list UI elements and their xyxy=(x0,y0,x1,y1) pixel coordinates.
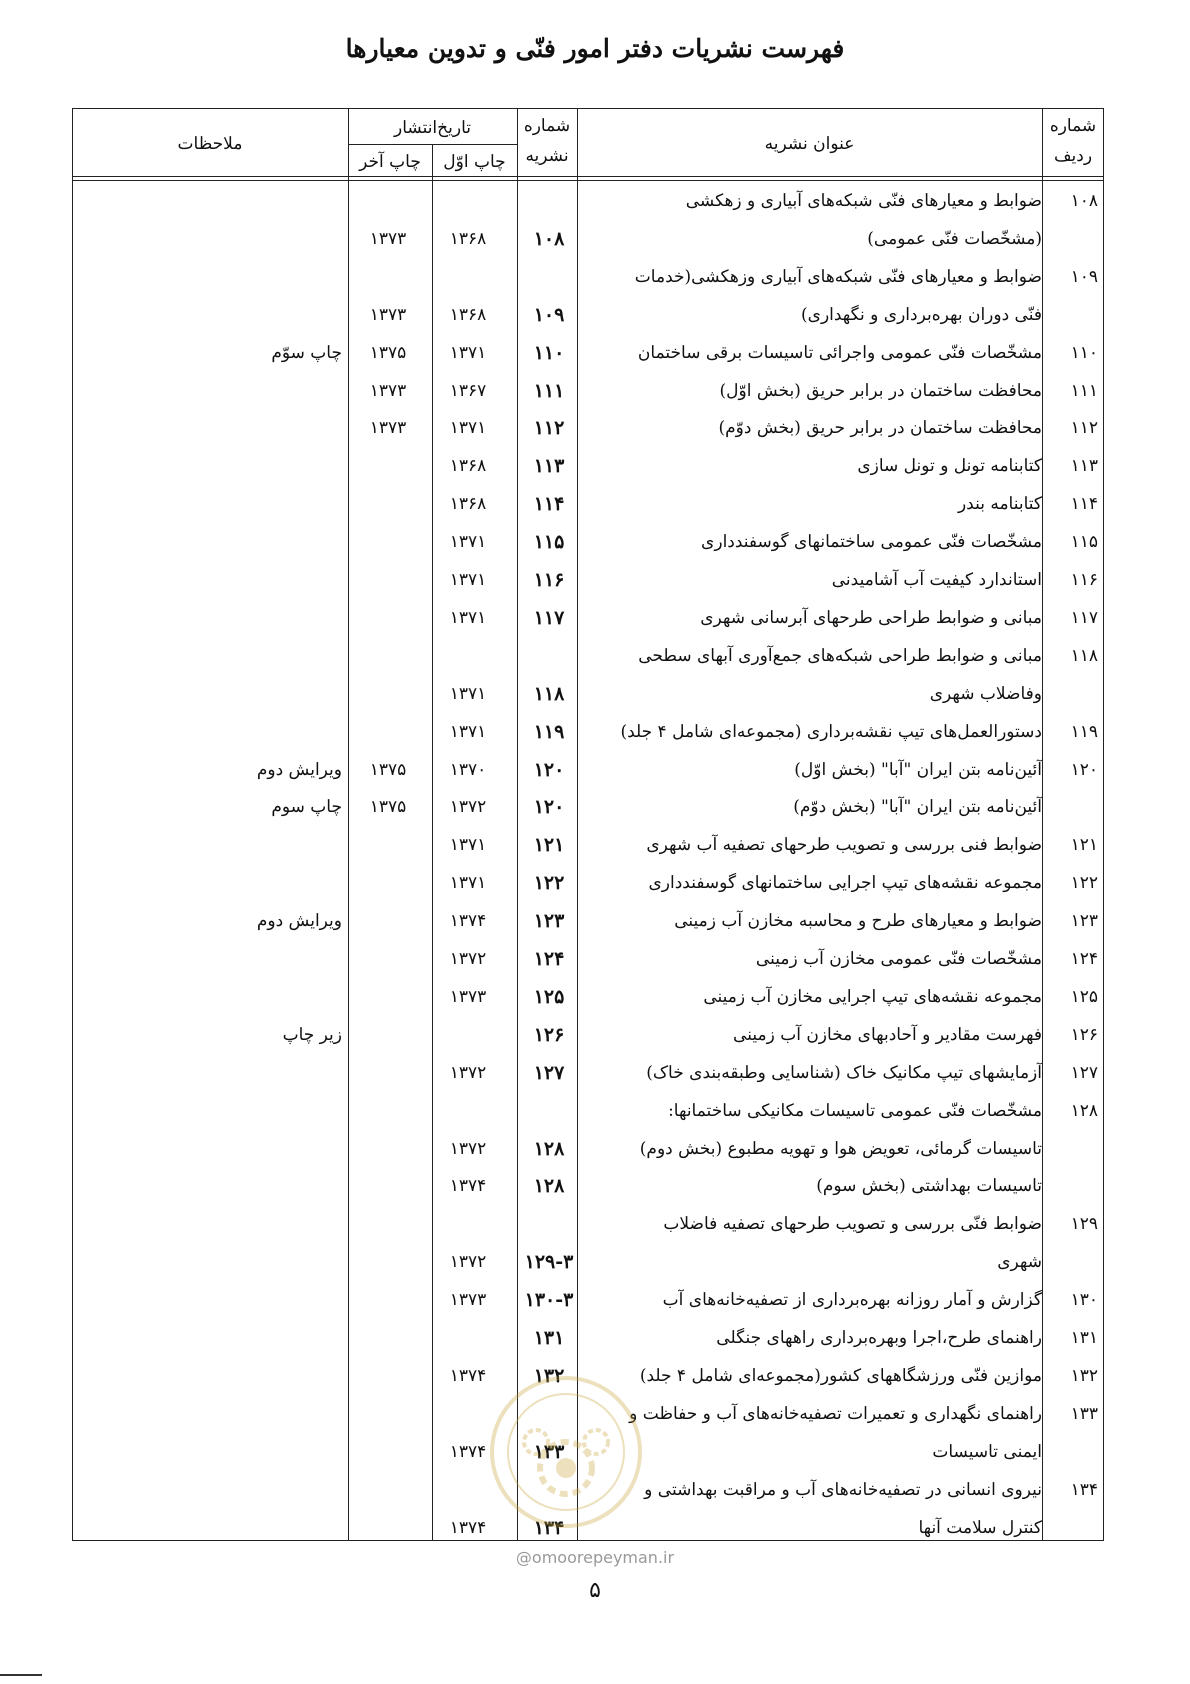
pub-number: ۱۱۶ xyxy=(533,569,565,591)
row-number: ۱۲۰ xyxy=(1070,759,1098,780)
pub-number: ۱۲۵ xyxy=(533,985,565,1008)
header-bottom-rule xyxy=(72,176,1104,177)
first-print-year: ۱۳۶۷ xyxy=(449,380,487,401)
table-row xyxy=(72,258,1104,296)
first-print-year: ۱۳۷۰ xyxy=(449,759,487,780)
pub-number: ۱۲۴ xyxy=(533,948,565,970)
pub-title: کتابنامه تونل و تونل سازی xyxy=(857,456,1042,477)
first-print-year: ۱۳۷۲ xyxy=(449,797,487,818)
pub-number: ۱۰۹ xyxy=(533,303,565,326)
table-row xyxy=(72,751,1104,789)
last-print-year: ۱۳۷۵ xyxy=(369,797,407,818)
pub-number: ۱۳۰-۳ xyxy=(524,1289,574,1312)
notes: چاپ سوّم xyxy=(271,342,342,363)
row-number: ۱۱۶ xyxy=(1070,570,1098,590)
first-print-year: ۱۳۷۱ xyxy=(449,418,487,439)
pub-title: مبانی و ضوابط طراحی طرحهای آبرسانی شهری xyxy=(700,607,1042,628)
row-number: ۱۱۳ xyxy=(1070,456,1098,477)
table-row xyxy=(72,940,1104,978)
first-print-year: ۱۳۷۳ xyxy=(449,986,487,1007)
pub-number: ۱۲۳ xyxy=(533,910,565,933)
pub-number: ۱۰۸ xyxy=(533,227,565,250)
table-row xyxy=(72,788,1104,826)
pub-title: آئین‌نامه بتن ایران "آبا" (بخش دوّم) xyxy=(793,797,1042,818)
pub-number: ۱۲۸ xyxy=(533,1175,565,1198)
row-number: ۱۲۵ xyxy=(1070,986,1098,1007)
last-print-year: ۱۳۷۳ xyxy=(369,228,407,249)
pub-number: ۱۲۰ xyxy=(533,796,565,819)
first-print-year: ۱۳۷۱ xyxy=(449,835,487,856)
pub-number: ۱۱۵ xyxy=(533,531,565,554)
notes: ویرایش دوم xyxy=(256,911,342,932)
first-print-year: ۱۳۷۱ xyxy=(449,683,487,704)
header-title: عنوان نشریه xyxy=(764,134,855,154)
table-row xyxy=(72,1092,1104,1130)
pub-title: مجموعه نقشه‌های تیپ اجرایی ساختمانهای گوسفندداری xyxy=(648,873,1042,894)
first-print-year: ۱۳۶۸ xyxy=(449,494,487,515)
row-number: ۱۲۴ xyxy=(1070,949,1098,969)
pub-title: مجموعه نقشه‌های تیپ اجرایی مخازن آب زمینی xyxy=(703,986,1042,1007)
row-number: ۱۱۴ xyxy=(1070,494,1098,515)
first-print-year: ۱۳۷۴ xyxy=(449,1176,487,1197)
table-row xyxy=(72,296,1104,334)
pub-title: آزمایشهای تیپ مکانیک خاک (شناسایی وطبقه‌بندی خاک) xyxy=(646,1062,1042,1083)
pub-number: ۱۱۴ xyxy=(533,493,565,516)
table-row xyxy=(72,637,1104,675)
pub-title: ضوابط و معیارهای طرح و محاسبه مخازن آب زمینی xyxy=(674,911,1042,932)
header-pub-number xyxy=(517,116,577,166)
pub-number: ۱۲۶ xyxy=(533,1023,565,1046)
row-number: ۱۱۹ xyxy=(1070,721,1098,742)
row-number: ۱۲۶ xyxy=(1070,1024,1098,1045)
pub-title: مشخّصات فنّی عمومی مخازن آب زمینی xyxy=(755,949,1042,969)
pub-title: دستورالعمل‌های تیپ نقشه‌برداری (مجموعه‌ای شامل ۴ جلد) xyxy=(620,721,1042,742)
header-pub-number-top: شماره xyxy=(523,116,571,136)
table-row xyxy=(72,826,1104,864)
first-print-year: ۱۳۷۴ xyxy=(449,911,487,932)
table-row xyxy=(72,447,1104,485)
table-row xyxy=(72,409,1104,447)
table-row xyxy=(72,1130,1104,1168)
header-pub-number-bottom: نشریه xyxy=(525,146,569,166)
first-print-year: ۱۳۷۱ xyxy=(449,342,487,363)
first-print-year: ۱۳۷۲ xyxy=(449,1062,487,1083)
table-row xyxy=(72,1243,1104,1281)
table-row xyxy=(72,1319,1104,1357)
first-print-year: ۱۳۶۸ xyxy=(449,456,487,477)
pub-title: راهنمای طرح،اجرا وبهره‌برداری راههای جنگلی xyxy=(716,1328,1042,1348)
pub-number: ۱۳۱ xyxy=(533,1327,565,1349)
table-row xyxy=(72,523,1104,561)
pub-number: ۱۱۷ xyxy=(533,606,565,629)
pub-number: ۱۲۷ xyxy=(533,1061,565,1084)
pub-number: ۱۱۹ xyxy=(533,720,565,743)
pub-title: (مشخّصات فنّی عمومی) xyxy=(867,228,1042,249)
pub-title: ضوابط فنی بررسی و تصویب طرحهای تصفیه آب شهری xyxy=(646,835,1042,856)
pub-title: تاسیسات گرمائی، تعویض هوا و تهویه مطبوع (بخش دوم) xyxy=(639,1138,1042,1159)
pub-title: مشخّصات فنّی عمومی تاسیسات مکانیکی ساختمانها: xyxy=(668,1100,1042,1121)
row-number: ۱۳۲ xyxy=(1070,1365,1098,1386)
notes: ویرایش دوم xyxy=(256,759,342,780)
row-number: ۱۳۴ xyxy=(1070,1479,1098,1500)
table-row xyxy=(72,864,1104,902)
row-number: ۱۱۷ xyxy=(1070,607,1098,628)
first-print-year: ۱۳۷۲ xyxy=(449,949,487,969)
table-row xyxy=(72,182,1104,220)
pub-number: ۱۲۰ xyxy=(533,758,565,781)
header-row-number xyxy=(1042,116,1104,166)
table-row xyxy=(72,978,1104,1016)
pub-title: ضوابط فنّی بررسی و تصویب طرحهای تصفیه فاضلاب xyxy=(663,1214,1042,1235)
row-number: ۱۲۸ xyxy=(1070,1100,1098,1121)
pub-number: ۱۱۲ xyxy=(533,417,565,440)
pub-title: محافظت ساختمان در برابر حریق (بخش دوّم) xyxy=(718,418,1042,439)
row-number: ۱۲۹ xyxy=(1070,1214,1098,1235)
pub-title: شهری xyxy=(997,1252,1042,1273)
row-number: ۱۳۱ xyxy=(1070,1328,1098,1348)
pub-title: ضوابط و معیارهای فنّی شبکه‌های آبیاری و زهکشی xyxy=(685,191,1042,211)
header-last-print: چاپ آخر xyxy=(359,152,421,172)
first-print-year: ۱۳۶۸ xyxy=(449,304,487,325)
last-print-year: ۱۳۷۳ xyxy=(369,380,407,401)
pub-title: ضوابط و معیارهای فنّی شبکه‌های آبیاری وزهکشی(خدمات xyxy=(634,266,1042,287)
pub-title: فهرست مقادیر و آحادبهای مخازن آب زمینی xyxy=(733,1024,1042,1045)
pub-title: تاسیسات بهداشتی (بخش سوم) xyxy=(816,1176,1042,1197)
row-number: ۱۰۹ xyxy=(1070,266,1098,287)
pub-number: ۱۳۲ xyxy=(533,1364,565,1387)
table-row xyxy=(72,902,1104,940)
table-row xyxy=(72,1281,1104,1319)
first-print-year: ۱۳۷۱ xyxy=(449,607,487,628)
table-row xyxy=(72,713,1104,751)
last-print-year: ۱۳۷۳ xyxy=(369,418,407,439)
last-print-year: ۱۳۷۵ xyxy=(369,342,407,363)
corner-mark xyxy=(0,1674,42,1676)
pub-title: موازین فنّی ورزشگاههای کشور(مجموعه‌ای شامل ۴ جلد) xyxy=(639,1365,1042,1386)
row-number: ۱۱۲ xyxy=(1070,418,1098,439)
pub-number: ۱۲۸ xyxy=(533,1137,565,1160)
last-print-year: ۱۳۷۳ xyxy=(369,304,407,325)
row-number: ۱۳۳ xyxy=(1070,1403,1098,1424)
table-row xyxy=(72,220,1104,258)
row-number: ۱۱۵ xyxy=(1070,532,1098,553)
row-number: ۱۲۷ xyxy=(1070,1062,1098,1083)
last-print-year: ۱۳۷۵ xyxy=(369,759,407,780)
first-print-year: ۱۳۷۱ xyxy=(449,873,487,894)
row-number: ۱۲۱ xyxy=(1070,835,1098,856)
page-number: ۵ xyxy=(589,1578,601,1603)
first-print-year: ۱۳۶۸ xyxy=(449,228,487,249)
pub-number: ۱۳۴ xyxy=(533,1516,565,1539)
row-number: ۱۱۸ xyxy=(1070,645,1098,666)
pub-number: ۱۲۹-۳ xyxy=(524,1251,574,1274)
pub-title: آئین‌نامه بتن ایران "آبا" (بخش اوّل) xyxy=(794,759,1042,780)
first-print-year: ۱۳۷۴ xyxy=(449,1365,487,1386)
pub-title: فنّی دوران بهره‌برداری و نگهداری) xyxy=(801,304,1042,325)
first-print-year: ۱۳۷۱ xyxy=(449,570,487,590)
first-print-year: ۱۳۷۳ xyxy=(449,1290,487,1311)
pub-number: ۱۲۲ xyxy=(533,872,565,895)
table-row xyxy=(72,1054,1104,1092)
table-row xyxy=(72,561,1104,599)
page-title: فهرست نشریات دفتر امور فنّی و تدوین معیارها xyxy=(345,34,845,63)
first-print-year: ۱۳۷۲ xyxy=(449,1252,487,1273)
pub-number: ۱۱۰ xyxy=(533,341,565,364)
pub-title: محافظت ساختمان در برابر حریق (بخش اوّل) xyxy=(719,380,1042,401)
header-double-rule xyxy=(72,180,1104,181)
row-number: ۱۲۳ xyxy=(1070,911,1098,932)
pub-title: مبانی و ضوابط طراحی شبکه‌های جمع‌آوری آبهای سطحی xyxy=(638,645,1042,666)
header-row-number-bottom: ردیف xyxy=(1053,146,1093,166)
pub-title: کنترل سلامت آنها xyxy=(918,1517,1042,1538)
pub-title: ایمنی تاسیسات xyxy=(932,1441,1042,1462)
pub-number: ۱۳۳ xyxy=(533,1440,565,1463)
first-print-year: ۱۳۷۴ xyxy=(449,1441,487,1462)
pub-number: ۱۱۳ xyxy=(533,455,565,478)
pub-title: استاندارد کیفیت آب آشامیدنی xyxy=(831,570,1042,590)
table-row xyxy=(72,485,1104,523)
row-number: ۱۰۸ xyxy=(1070,191,1098,211)
row-number: ۱۱۱ xyxy=(1070,380,1098,401)
pub-title: گزارش و آمار روزانه بهره‌برداری از تصفیه‌خانه‌های آب xyxy=(662,1290,1042,1311)
seal-stamp-watermark xyxy=(486,1372,646,1532)
pub-number: ۱۱۱ xyxy=(533,379,565,402)
pub-title: نیروی انسانی در تصفیه‌خانه‌های آب و مراقبت بهداشتی و xyxy=(644,1479,1042,1500)
header-publish-date: تاریخ‌انتشار xyxy=(394,118,471,138)
footer-watermark: @omoorepeyman.ir xyxy=(515,1548,675,1567)
pub-title: کتابنامه بندر xyxy=(957,494,1042,515)
table-row xyxy=(72,334,1104,372)
row-number: ۱۲۲ xyxy=(1070,873,1098,894)
table-row xyxy=(72,372,1104,410)
pub-number: ۱۲۱ xyxy=(533,834,565,857)
pub-number: ۱۱۸ xyxy=(533,682,565,705)
first-print-year: ۱۳۷۱ xyxy=(449,721,487,742)
row-number: ۱۱۰ xyxy=(1070,342,1098,363)
first-print-year: ۱۳۷۲ xyxy=(449,1138,487,1159)
pub-title: راهنمای نگهداری و تعمیرات تصفیه‌خانه‌های آب و حفاظت و xyxy=(629,1403,1042,1424)
header-notes: ملاحظات xyxy=(177,134,243,154)
pub-title: مشخّصات فنّی عمومی ساختمانهای گوسفندداری xyxy=(701,532,1042,553)
first-print-year: ۱۳۷۱ xyxy=(449,532,487,553)
header-row-number-top: شماره xyxy=(1049,116,1097,136)
pub-title: وفاضلاب شهری xyxy=(929,683,1042,704)
notes: چاپ سوم xyxy=(271,797,342,818)
table-row xyxy=(72,675,1104,713)
row-number: ۱۳۰ xyxy=(1070,1290,1098,1311)
first-print-year: ۱۳۷۴ xyxy=(449,1517,487,1538)
pub-title: مشخّصات فنّی عمومی واجرائی تاسیسات برقی ساختمان xyxy=(637,342,1042,363)
table-row xyxy=(72,599,1104,637)
header-first-print: چاپ اوّل xyxy=(443,152,506,172)
table-row xyxy=(72,1205,1104,1243)
table-row xyxy=(72,1167,1104,1205)
table-row xyxy=(72,1016,1104,1054)
notes: زیر چاپ xyxy=(282,1024,342,1045)
